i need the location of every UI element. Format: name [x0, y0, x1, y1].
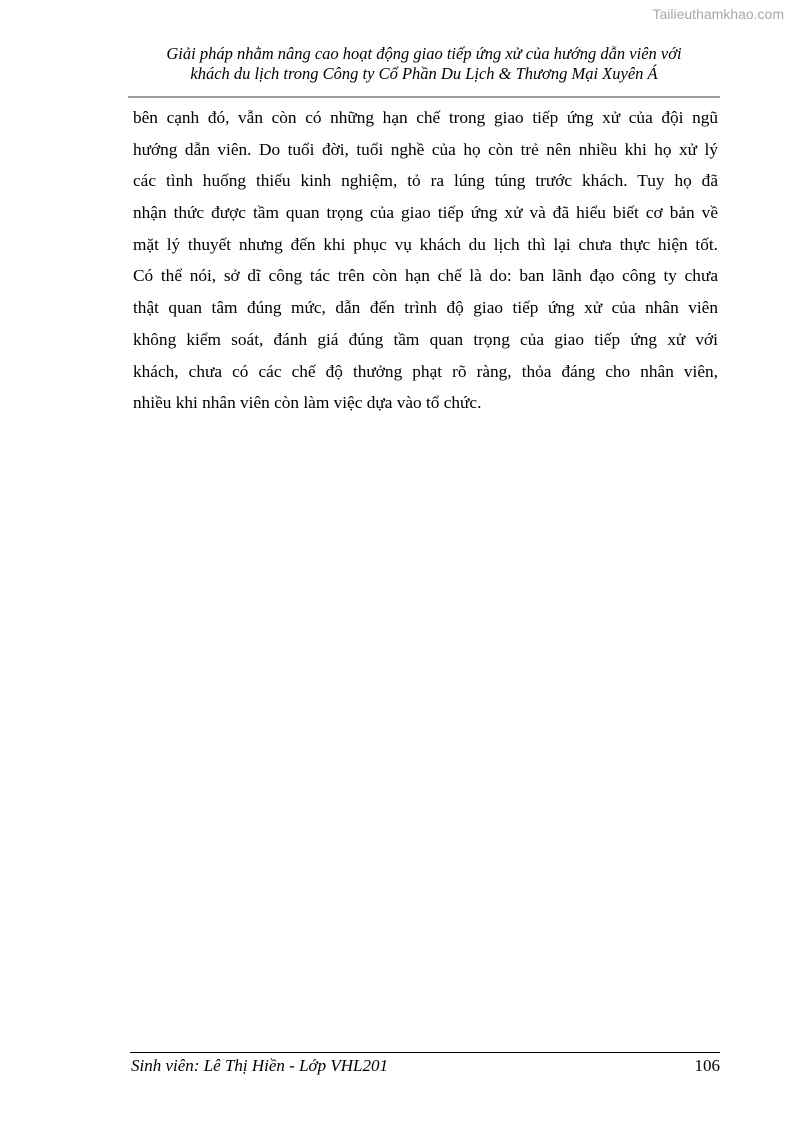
text-line: các tình huống thiếu kinh nghiệm, tỏ ra lúng túng trước khách. Tuy họ đã	[133, 171, 718, 191]
text-line: không kiểm soát, đánh giá đúng tầm quan trọng của giao tiếp ứng xử với	[133, 329, 718, 349]
body-paragraph	[133, 102, 718, 419]
text-line: Có thể nói, sở dĩ công tác trên còn hạn chế là do: ban lãnh đạo công ty chưa	[133, 266, 718, 286]
text-line: nhiều khi nhân viên còn làm việc dựa vào tổ chức.	[133, 393, 482, 413]
page-footer	[131, 1056, 720, 1076]
running-header	[128, 44, 720, 84]
text-line: bên cạnh đó, vẫn còn có những hạn chế trong giao tiếp ứng xử của đội ngũ	[133, 108, 718, 127]
footer-author: Sinh viên: Lê Thị Hiền - Lớp VHL201	[131, 1056, 388, 1075]
text-line: nhận thức được tầm quan trọng của giao tiếp ứng xử và đã hiểu biết cơ bản về	[133, 203, 718, 223]
footer-divider	[130, 1052, 720, 1053]
page-number: 106	[694, 1056, 720, 1075]
header-line-1: Giải pháp nhằm nâng cao hoạt động giao tiếp ứng xử của hướng dẫn viên với	[166, 44, 682, 63]
text-line: khách, chưa có các chế độ thưởng phạt rõ ràng, thỏa đáng cho nhân viên,	[133, 361, 718, 381]
text-line: hướng dẫn viên. Do tuổi đời, tuổi nghề của họ còn trẻ nên nhiều khi họ xử lý	[133, 139, 718, 159]
header-divider	[128, 96, 720, 98]
header-line-2: khách du lịch trong Công ty Cổ Phần Du Lịch & Thương Mại Xuyên Á	[190, 64, 658, 83]
text-line: thật quan tâm đúng mức, dẫn đến trình độ giao tiếp ứng xử của nhân viên	[133, 298, 718, 318]
watermark[interactable]: Tailieuthamkhao.com	[652, 6, 784, 22]
text-line: mặt lý thuyết nhưng đến khi phục vụ khách du lịch thì lại chưa thực hiện tốt.	[133, 234, 718, 254]
